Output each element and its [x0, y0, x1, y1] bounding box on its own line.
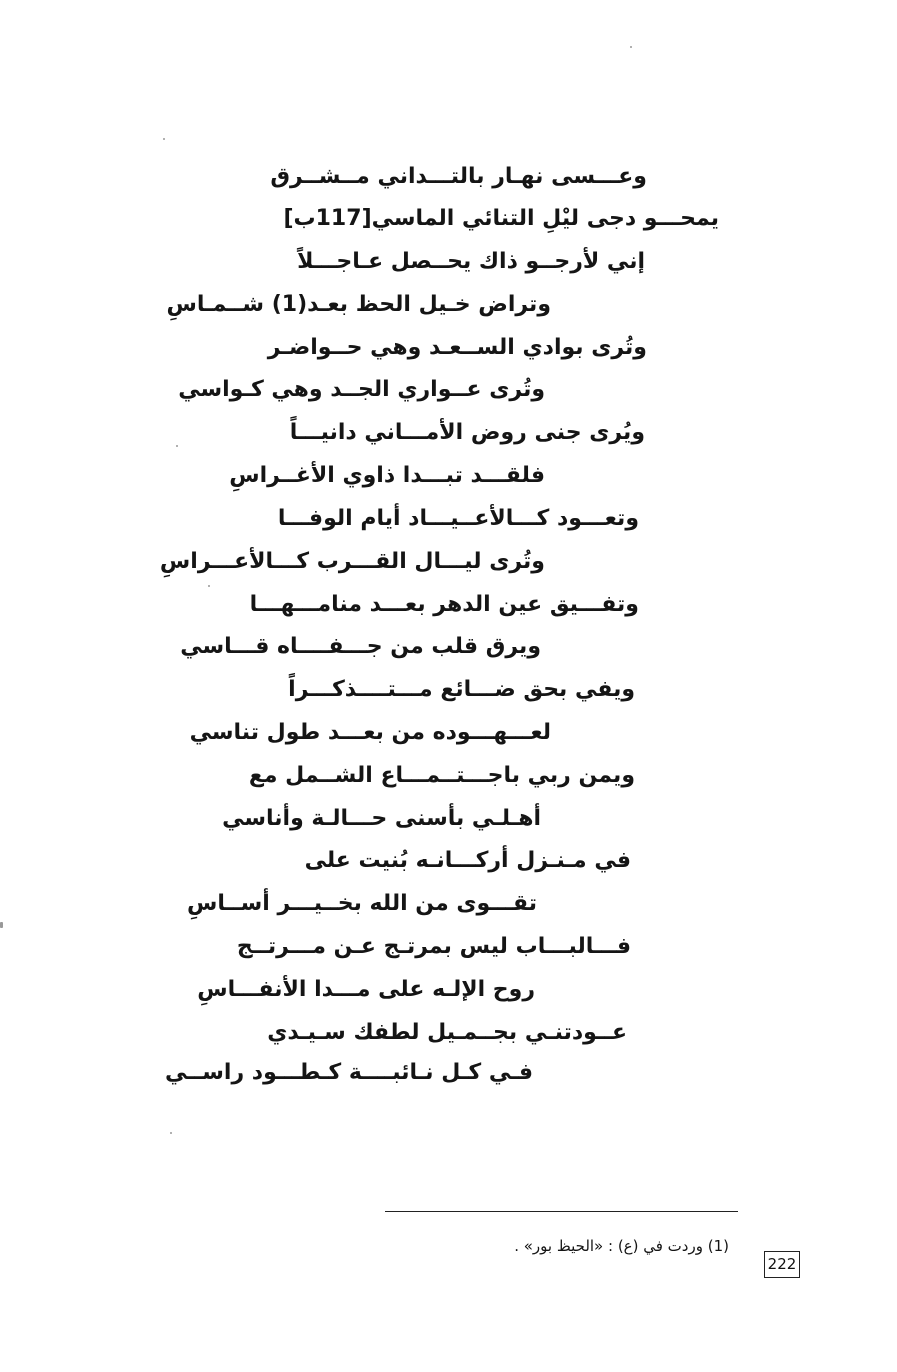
verse-line-19: فـــالبـــاب ليس بمرتـج عـن مـــرتــج — [236, 934, 631, 959]
verse-line-16: أهـلـي بأسنى حـــالـة وأناسي — [222, 806, 541, 831]
verse-line-22: فـي كـل نـائبــــة كـطـــود راســي — [165, 1060, 533, 1085]
scan-speck — [630, 46, 632, 48]
scan-edge-mark — [0, 922, 3, 928]
verse-line-21: عــودتنـي بجــمـيل لطفك سـيـدي — [267, 1020, 627, 1045]
verse-line-7: ويُرى جنى روض الأمـــاني دانيـــاً — [289, 420, 645, 445]
verse-line-10: وتُرى ليـــال القـــرب كـــالأعـــراسِ — [159, 549, 545, 574]
verse-line-15: ويمن ربي باجـــتــمـــاع الشــمل مع — [248, 763, 635, 788]
verse-line-14: لعـــهـــوده من بعـــد طول تناسي — [189, 720, 551, 745]
verse-line-13: ويفي بحق ضـــائع مـــتــــذكـــراً — [288, 677, 635, 702]
footnote: (1) وردت في (ع) : «الحيظ بور» . — [514, 1237, 729, 1255]
scan-speck — [176, 445, 178, 447]
page-number: 222 — [764, 1251, 800, 1278]
footnote-separator — [385, 1211, 738, 1212]
verse-line-20: روح الإلـه على مـــدا الأنفـــاسِ — [197, 977, 535, 1002]
verse-line-9: وتعـــود كـــالأعــيـــاد أيام الوفـــا — [277, 506, 639, 531]
verse-line-12: ويرق قلب من جـــفــــاه قـــاسي — [180, 634, 541, 659]
verse-line-1: وعـــسى نهـار بالتـــداني مــشــرق — [270, 164, 647, 189]
verse-line-8: فلقـــد تبـــدا ذاوي الأغــراسِ — [229, 463, 545, 488]
verse-line-11: وتفـــيق عين الدهر بعـــد منامـــهـــا — [249, 592, 639, 617]
verse-line-3: إني لأرجــو ذاك يحــصل عـاجـــلاً — [297, 249, 645, 274]
scan-speck — [208, 585, 210, 587]
verse-line-6: وتُرى عــواري الجــد وهي كـواسي — [178, 377, 545, 402]
verse-line-18: تقـــوى من الله بخــيـــر أســاسِ — [186, 891, 537, 916]
verse-line-17: في مـنـزل أركـــانـه بُنيت على — [304, 848, 631, 873]
verse-line-4: وتراض خـيل الحظ بعـد(1) شــمـاسِ — [166, 292, 551, 317]
scan-speck — [163, 138, 165, 140]
scan-speck — [170, 1132, 172, 1134]
verse-line-2: يمحـــو دجى ليْلِ التنائي الماسي[117ب] — [283, 206, 719, 231]
verse-line-5: وتُرى بوادي الســعـد وهي حــواضـر — [267, 335, 647, 360]
